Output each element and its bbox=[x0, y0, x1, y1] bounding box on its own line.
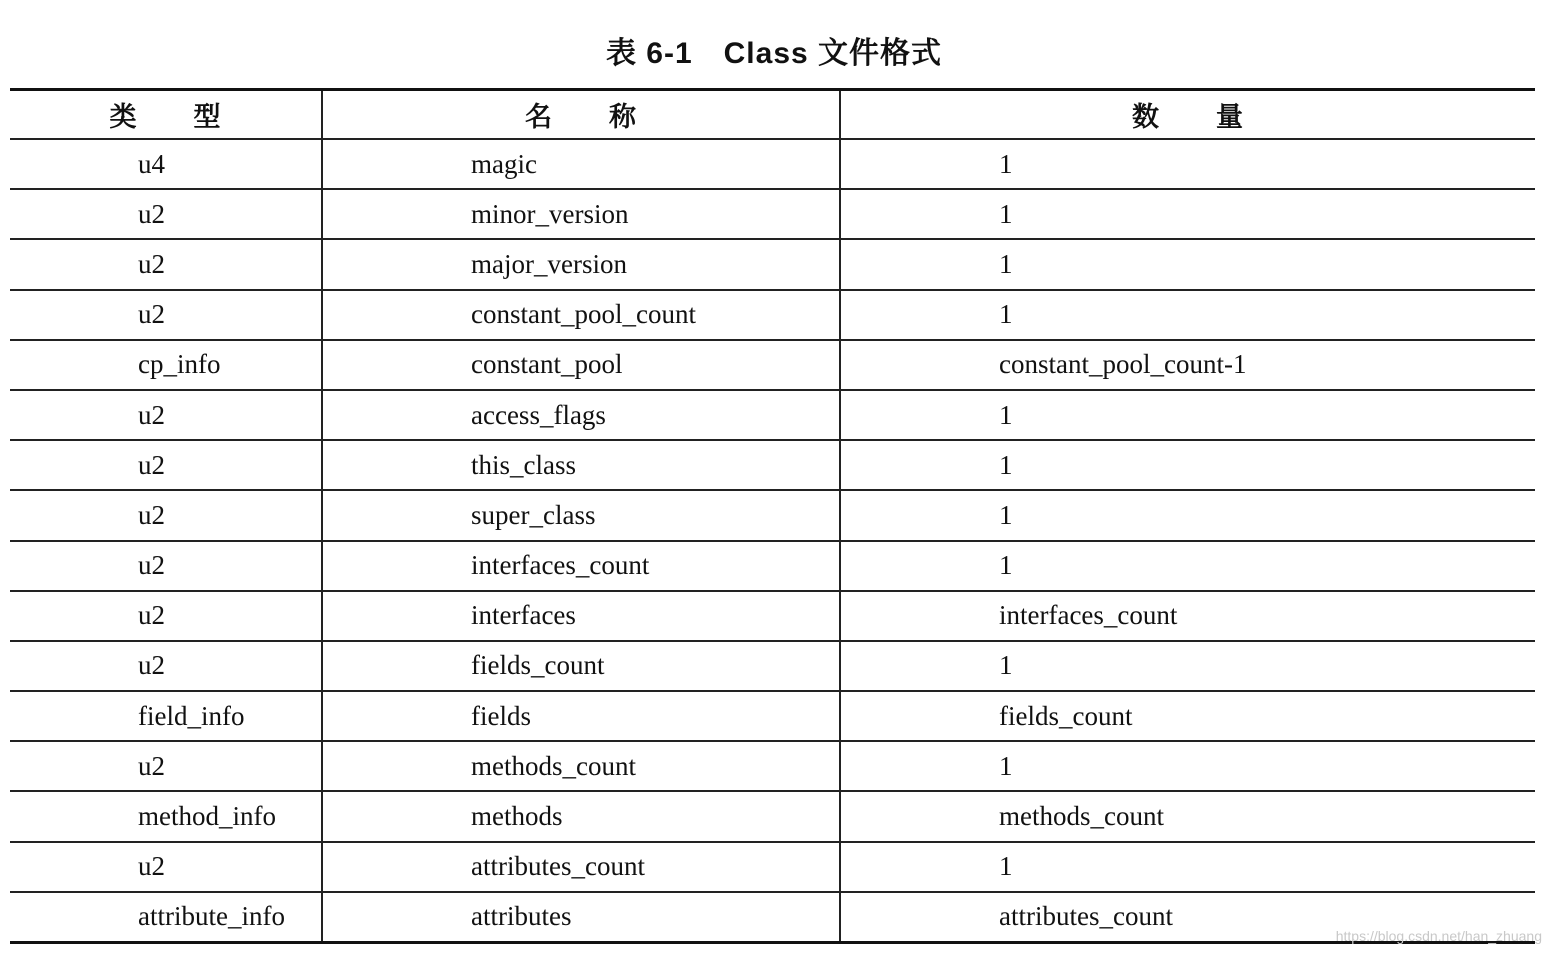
cell-count: 1 bbox=[840, 139, 1535, 189]
cell-type: u2 bbox=[10, 741, 322, 791]
cell-count: 1 bbox=[840, 189, 1535, 239]
cell-count: attributes_count bbox=[840, 892, 1535, 943]
table-row bbox=[10, 139, 1535, 189]
cell-name: super_class bbox=[322, 490, 840, 540]
cell-type: method_info bbox=[10, 791, 322, 841]
table-header-row bbox=[10, 90, 1535, 140]
cell-name: major_version bbox=[322, 239, 840, 289]
cell-type: u2 bbox=[10, 490, 322, 540]
table-row bbox=[10, 791, 1535, 841]
table-title: 表 6-1 Class 文件格式 bbox=[605, 37, 943, 70]
cell-count: 1 bbox=[840, 741, 1535, 791]
table-row bbox=[10, 591, 1535, 641]
cell-type: u4 bbox=[10, 139, 322, 189]
header-type: 类 型 bbox=[10, 90, 322, 140]
cell-name: magic bbox=[322, 139, 840, 189]
cell-name: minor_version bbox=[322, 189, 840, 239]
cell-count: 1 bbox=[840, 541, 1535, 591]
cell-count: constant_pool_count-1 bbox=[840, 340, 1535, 390]
cell-name: interfaces bbox=[322, 591, 840, 641]
cell-count: fields_count bbox=[840, 691, 1535, 741]
watermark: https://blog.csdn.net/han_zhuang bbox=[1335, 928, 1542, 944]
cell-name: methods_count bbox=[322, 741, 840, 791]
table-row bbox=[10, 842, 1535, 892]
cell-name: interfaces_count bbox=[322, 541, 840, 591]
class-file-format-table bbox=[10, 88, 1535, 944]
cell-name: attributes bbox=[322, 892, 840, 943]
cell-count: 1 bbox=[840, 290, 1535, 340]
table-row bbox=[10, 691, 1535, 741]
cell-type: u2 bbox=[10, 239, 322, 289]
cell-type: u2 bbox=[10, 842, 322, 892]
cell-name: fields_count bbox=[322, 641, 840, 691]
cell-type: u2 bbox=[10, 591, 322, 641]
table-row bbox=[10, 440, 1535, 490]
header-count: 数 量 bbox=[840, 90, 1535, 140]
cell-type: cp_info bbox=[10, 340, 322, 390]
cell-count: 1 bbox=[840, 390, 1535, 440]
cell-count: interfaces_count bbox=[840, 591, 1535, 641]
table-row bbox=[10, 741, 1535, 791]
cell-name: fields bbox=[322, 691, 840, 741]
cell-type: u2 bbox=[10, 440, 322, 490]
cell-count: 1 bbox=[840, 440, 1535, 490]
header-name: 名 称 bbox=[322, 90, 840, 140]
cell-count: methods_count bbox=[840, 791, 1535, 841]
cell-name: this_class bbox=[322, 440, 840, 490]
cell-type: u2 bbox=[10, 189, 322, 239]
cell-type: u2 bbox=[10, 390, 322, 440]
cell-name: methods bbox=[322, 791, 840, 841]
cell-count: 1 bbox=[840, 239, 1535, 289]
table-row bbox=[10, 189, 1535, 239]
table-row bbox=[10, 892, 1535, 943]
cell-type: field_info bbox=[10, 691, 322, 741]
cell-type: attribute_info bbox=[10, 892, 322, 943]
cell-name: access_flags bbox=[322, 390, 840, 440]
cell-count: 1 bbox=[840, 490, 1535, 540]
cell-count: 1 bbox=[840, 641, 1535, 691]
table-row bbox=[10, 490, 1535, 540]
table-row bbox=[10, 390, 1535, 440]
table-row bbox=[10, 290, 1535, 340]
table-row bbox=[10, 641, 1535, 691]
table-row bbox=[10, 340, 1535, 390]
cell-count: 1 bbox=[840, 842, 1535, 892]
cell-type: u2 bbox=[10, 290, 322, 340]
cell-type: u2 bbox=[10, 541, 322, 591]
cell-name: attributes_count bbox=[322, 842, 840, 892]
table-row bbox=[10, 239, 1535, 289]
cell-name: constant_pool bbox=[322, 340, 840, 390]
cell-type: u2 bbox=[10, 641, 322, 691]
table-row bbox=[10, 541, 1535, 591]
cell-name: constant_pool_count bbox=[322, 290, 840, 340]
